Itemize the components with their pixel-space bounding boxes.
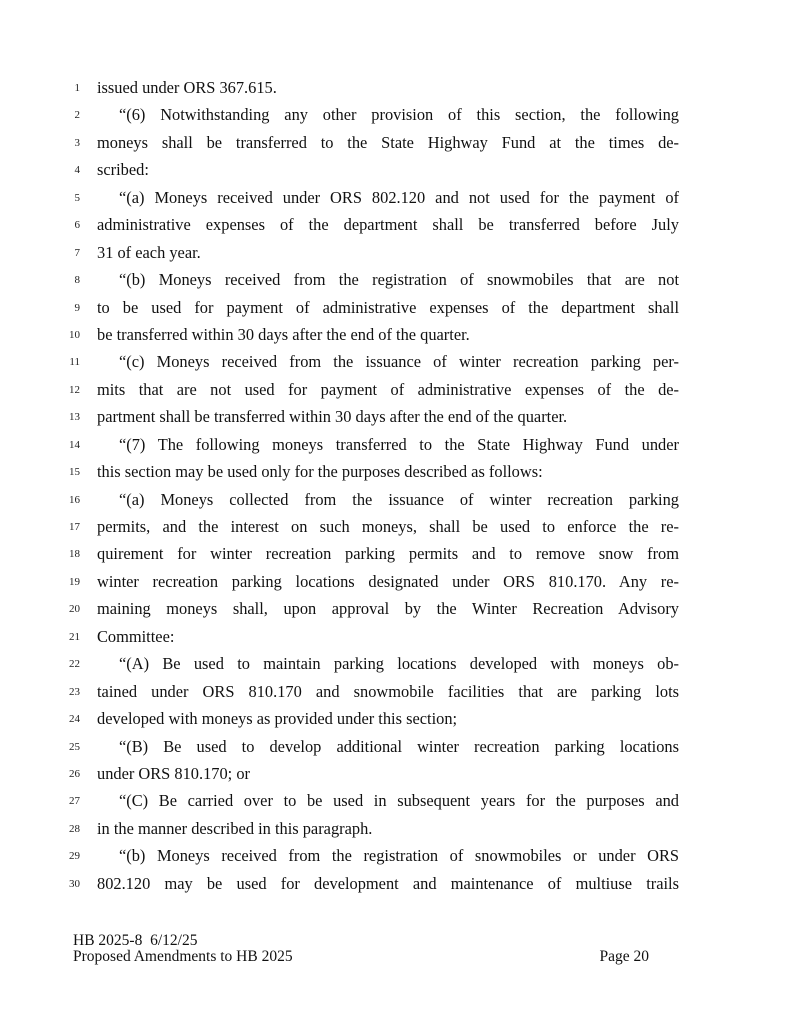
line-text: partment shall be transferred within 30 days after the end of the quarter. [97,407,568,427]
line-number: 16 [69,493,80,506]
line-number: 21 [69,630,80,643]
line-number: 22 [69,658,80,671]
line-number: 15 [69,466,80,479]
line-number: 7 [74,246,80,259]
line-number: 24 [69,713,80,726]
document-line [0,103,800,130]
line-number: 20 [69,603,80,616]
line-text: “(b) Moneys received from the registration of snowmobiles or under ORS [119,846,679,866]
line-text: administrative expenses of the department shall be transferred before July [97,215,679,235]
line-number: 23 [69,685,80,698]
document-line [0,570,800,597]
footer-title: Proposed Amendments to HB 2025 [73,948,293,965]
line-text: “(b) Moneys received from the registration of snowmobiles that are not [119,270,679,290]
line-text: “(B) Be used to develop additional winter recreation parking locations [119,736,679,756]
line-text: permits, and the interest on such moneys, shall be used to enforce the re- [97,517,679,536]
line-text: tained under ORS 810.170 and snowmobile facilities that are parking lots [97,681,679,701]
line-text: Committee: [97,626,175,646]
line-text: quirement for winter recreation parking permits and to remove snow from [97,544,679,564]
document-line [0,158,800,185]
line-number: 17 [69,521,80,533]
document-line [0,707,800,734]
page-footer [73,933,653,965]
document-line [0,652,800,679]
line-text: issued under ORS 367.615. [97,78,277,97]
footer-bill-id: HB 2025-8 [73,932,143,949]
line-text: “(A) Be used to maintain parking locations developed with moneys ob- [119,654,679,674]
line-text: “(7) The following moneys transferred to the State Highway Fund under [119,434,679,454]
document-line [0,735,800,762]
line-text: in the manner described in this paragraph. [97,818,373,838]
line-number: 12 [69,383,80,396]
line-text: mits that are not used for payment of administrative expenses of the de- [97,379,679,399]
footer-title-row [73,949,653,965]
line-text: winter recreation parking locations designated under ORS 810.170. Any re- [97,571,679,591]
document-line [0,515,800,542]
line-text: be transferred within 30 days after the end of the quarter. [97,324,470,344]
document-line [0,789,800,816]
document-line [0,131,800,158]
line-text: 31 of each year. [97,242,201,262]
line-text: this section may be used only for the purposes described as follows: [97,462,543,482]
line-number: 1 [74,82,80,94]
line-number: 25 [69,740,80,753]
document-line [0,542,800,569]
footer-bill-row [73,933,653,949]
line-number: 2 [74,109,80,122]
line-number: 8 [74,274,80,287]
line-text: moneys shall be transferred to the State Highway Fund at the times de- [97,132,679,152]
line-number: 29 [69,850,80,863]
document-line [0,405,800,432]
line-text: developed with moneys as provided under this section; [97,709,458,729]
line-number: 13 [69,411,80,424]
document-line [0,460,800,487]
document-line [0,597,800,624]
line-number: 18 [69,548,80,561]
document-line [0,268,800,295]
document-line [0,76,800,103]
document-line [0,350,800,377]
document-line [0,433,800,460]
line-number: 27 [69,795,80,808]
line-text: scribed: [97,160,149,180]
document-line [0,680,800,707]
line-number: 26 [69,767,80,780]
footer-date: 6/12/25 [150,932,198,949]
line-number: 5 [74,191,80,204]
document-body [0,76,800,899]
line-text: “(c) Moneys received from the issuance of winter recreation parking per- [119,352,679,372]
line-text: maining moneys shall, upon approval by the Winter Recreation Advisory [97,599,679,619]
document-line [0,762,800,789]
line-text: “(a) Moneys received under ORS 802.120 and not used for the payment of [119,187,679,207]
line-number: 14 [69,438,80,451]
line-number: 30 [69,877,80,890]
document-line [0,872,800,899]
document-line [0,488,800,515]
line-text: “(6) Notwithstanding any other provision of this section, the following [119,105,679,125]
line-number: 28 [69,822,80,835]
line-text: 802.120 may be used for development and maintenance of multiuse trails [97,873,679,893]
page-number: Page 20 [599,948,649,965]
document-line [0,844,800,871]
line-number: 6 [74,219,80,232]
line-number: 10 [69,328,80,341]
document-line [0,241,800,268]
line-number: 4 [74,164,80,177]
line-number: 3 [74,136,80,149]
document-line [0,378,800,405]
document-line [0,296,800,323]
line-number: 19 [69,575,80,588]
document-line [0,817,800,844]
document-line [0,213,800,240]
line-number: 11 [69,356,80,369]
document-line [0,186,800,213]
line-text: to be used for payment of administrative expenses of the department shall [97,297,679,317]
line-text: under ORS 810.170; or [97,763,250,783]
line-text: “(C) Be carried over to be used in subsequent years for the purposes and [119,791,679,811]
line-text: “(a) Moneys collected from the issuance of winter recreation parking [119,489,679,509]
document-line [0,625,800,652]
line-number: 9 [74,301,80,314]
document-line [0,323,800,350]
